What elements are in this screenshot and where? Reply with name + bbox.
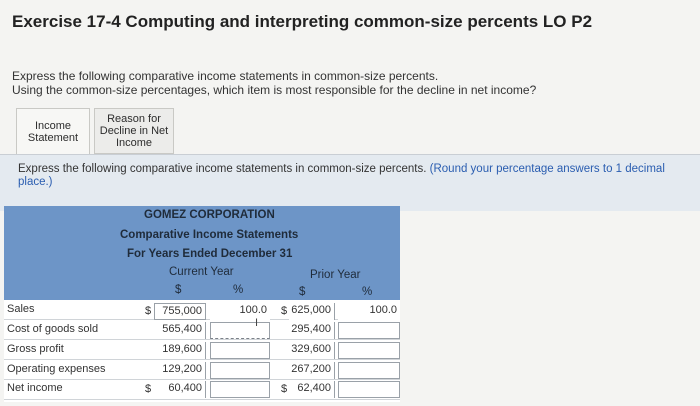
row-divider [4,339,400,340]
current-sales-input[interactable]: 755,000 [154,303,206,320]
tab-income-statement[interactable] [16,108,90,154]
tab-reason-for-decline[interactable] [94,108,174,154]
row-label-cost-of-goods-sold: Cost of goods sold [7,323,99,335]
row-label-net-income: Net income [7,382,63,394]
company-name: GOMEZ CORPORATION [144,209,275,221]
instructions-panel [0,154,700,211]
current-gross-profit-percent-input[interactable] [210,342,270,359]
row-label-gross-profit: Gross profit [7,343,64,355]
statement-title: Comparative Income Statements [120,229,299,241]
tab-label-line: Decline in Net [99,125,169,137]
current-net-income-input[interactable]: 60,400 [154,381,206,398]
page-title: Exercise 17-4 Computing and interpreting common-size percents LO P2 [12,12,593,31]
prior-sales-input[interactable]: 625,000 [289,303,335,320]
current-cogs-input[interactable]: 565,400 [154,322,206,339]
prior-cogs-percent-input[interactable] [338,322,400,339]
panel-text: Express the following comparative income statements in common-size percents. [18,163,427,175]
current-cogs-percent-input[interactable] [210,322,270,339]
instruction-line-1: Express the following comparative income statements in common-size percents. [12,69,439,83]
current-sales-percent-input[interactable]: 100.0 [210,303,270,320]
row-label-operating-expenses: Operating expenses [7,363,106,375]
prior-net-income-input[interactable]: 62,400 [289,381,335,398]
tab-label-line: Statement [27,131,79,144]
current-percent-header: % [233,284,244,296]
tab-label-line: Reason for [107,113,161,125]
prior-operating-expenses-percent-input[interactable] [338,362,400,379]
current-net-income-percent-input[interactable] [210,381,270,398]
row-label-sales: Sales [7,303,35,315]
instruction-line-2: Using the common-size percentages, which item is most responsible for the decline in net income? [12,83,537,97]
text-cursor-icon: I [255,317,259,329]
statement-period: For Years Ended December 31 [127,248,293,260]
prior-gross-profit-input[interactable]: 329,600 [289,342,335,359]
row-divider [4,359,400,360]
prior-gross-profit-percent-input[interactable] [338,342,400,359]
row-divider [4,379,400,380]
prior-dollar-header: $ [299,286,306,298]
currency-symbol: $ [145,305,152,317]
tab-label-line: Income [34,119,72,132]
currency-symbol: $ [145,383,152,395]
prior-cogs-input[interactable]: 295,400 [289,322,335,339]
current-operating-expenses-percent-input[interactable] [210,362,270,379]
prior-net-income-percent-input[interactable] [338,381,400,398]
tab-label-line: Income [115,137,153,149]
current-dollar-header: $ [175,284,182,296]
prior-sales-percent-input[interactable]: 100.0 [338,303,400,320]
current-operating-expenses-input[interactable]: 129,200 [154,362,206,379]
currency-symbol: $ [281,305,288,317]
income-statement-table [4,206,400,402]
prior-operating-expenses-input[interactable]: 267,200 [289,362,335,379]
prior-percent-header: % [362,286,373,298]
current-year-header: Current Year [169,266,234,278]
prior-year-header: Prior Year [310,269,361,281]
current-gross-profit-input[interactable]: 189,600 [154,342,206,359]
row-divider [4,399,400,400]
currency-symbol: $ [281,383,288,395]
rounding-hint: (Round your percentage answers to 1 decimal place.) [18,163,665,188]
